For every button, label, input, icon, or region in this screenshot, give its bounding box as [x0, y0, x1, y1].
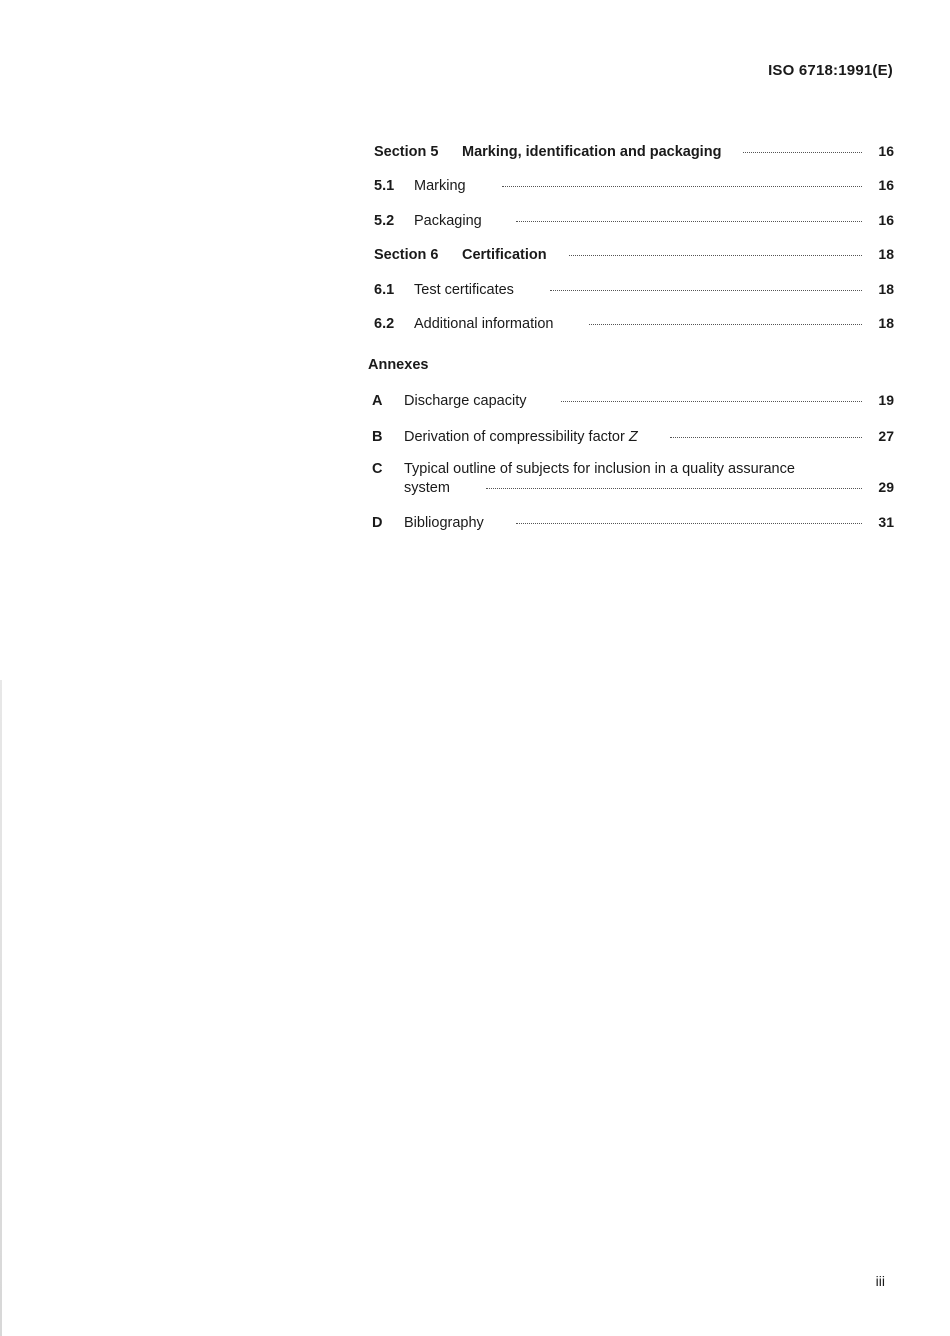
toc-entry-page: 18 — [878, 315, 894, 331]
annex-title-line2-row — [372, 478, 894, 497]
annex-page: 29 — [878, 479, 894, 495]
dot-leader — [502, 185, 862, 187]
annex-letter: B — [372, 429, 383, 445]
annex-title-line1: Typical outline of subjects for inclusion in a quality assurance — [404, 461, 795, 477]
toc-entry-title: Certification — [462, 247, 547, 263]
annex-title: Bibliography — [404, 515, 484, 531]
toc-entry-section-5[interactable] — [374, 142, 894, 161]
dot-leader — [486, 487, 862, 489]
annex-title-text: Derivation of compressibility factor — [404, 429, 625, 445]
toc-entry-title: Test certificates — [414, 282, 514, 298]
toc-entry-title: Marking, identification and packaging — [462, 144, 722, 160]
annex-page: 31 — [878, 514, 894, 530]
toc-entry-page: 16 — [878, 212, 894, 228]
annex-letter: A — [372, 393, 383, 409]
dot-leader — [589, 323, 862, 325]
toc-entry-page: 18 — [878, 281, 894, 297]
dot-leader — [743, 151, 862, 153]
compressibility-symbol: Z — [628, 429, 638, 445]
document-id: ISO 6718:1991(E) — [768, 62, 893, 79]
toc-entry-page: 16 — [878, 177, 894, 193]
toc-entry-5-1[interactable] — [374, 176, 894, 195]
toc-entry-section-6[interactable] — [374, 245, 894, 264]
toc-entry-title: Marking — [414, 178, 466, 194]
toc-entry-number: 5.2 — [374, 213, 395, 229]
annex-title-line2: system — [404, 480, 450, 496]
toc-entry-title: Additional information — [414, 316, 554, 332]
toc-entry-6-1[interactable] — [374, 280, 894, 299]
toc-entry-number: Section 6 — [374, 247, 439, 263]
annex-entry-c[interactable] — [372, 461, 894, 497]
annexes-heading: Annexes — [368, 357, 429, 373]
dot-leader — [550, 289, 862, 291]
annex-entry-a[interactable] — [372, 391, 894, 410]
toc-entry-number: 6.2 — [374, 316, 395, 332]
page-number: iii — [875, 1273, 885, 1289]
dot-leader — [561, 400, 863, 402]
annex-entry-b[interactable] — [372, 427, 894, 446]
toc-entry-title: Packaging — [414, 213, 482, 229]
annex-letter: C — [372, 461, 383, 477]
toc-entry-number: 6.1 — [374, 282, 395, 298]
toc-entry-page: 16 — [878, 143, 894, 159]
annex-page: 27 — [878, 428, 894, 444]
annex-entry-d[interactable] — [372, 513, 894, 532]
annex-title — [404, 428, 638, 446]
dot-leader — [516, 220, 862, 222]
dot-leader — [670, 436, 862, 438]
toc-entry-6-2[interactable] — [374, 314, 894, 333]
annex-letter: D — [372, 515, 383, 531]
scan-edge-mark — [0, 680, 2, 1336]
annex-page: 19 — [878, 392, 894, 408]
toc-entry-number: 5.1 — [374, 178, 395, 194]
toc-entry-number: Section 5 — [374, 144, 439, 160]
dot-leader — [569, 254, 862, 256]
dot-leader — [516, 522, 862, 524]
annex-title: Discharge capacity — [404, 393, 527, 409]
toc-entry-page: 18 — [878, 246, 894, 262]
toc-entry-5-2[interactable] — [374, 211, 894, 230]
